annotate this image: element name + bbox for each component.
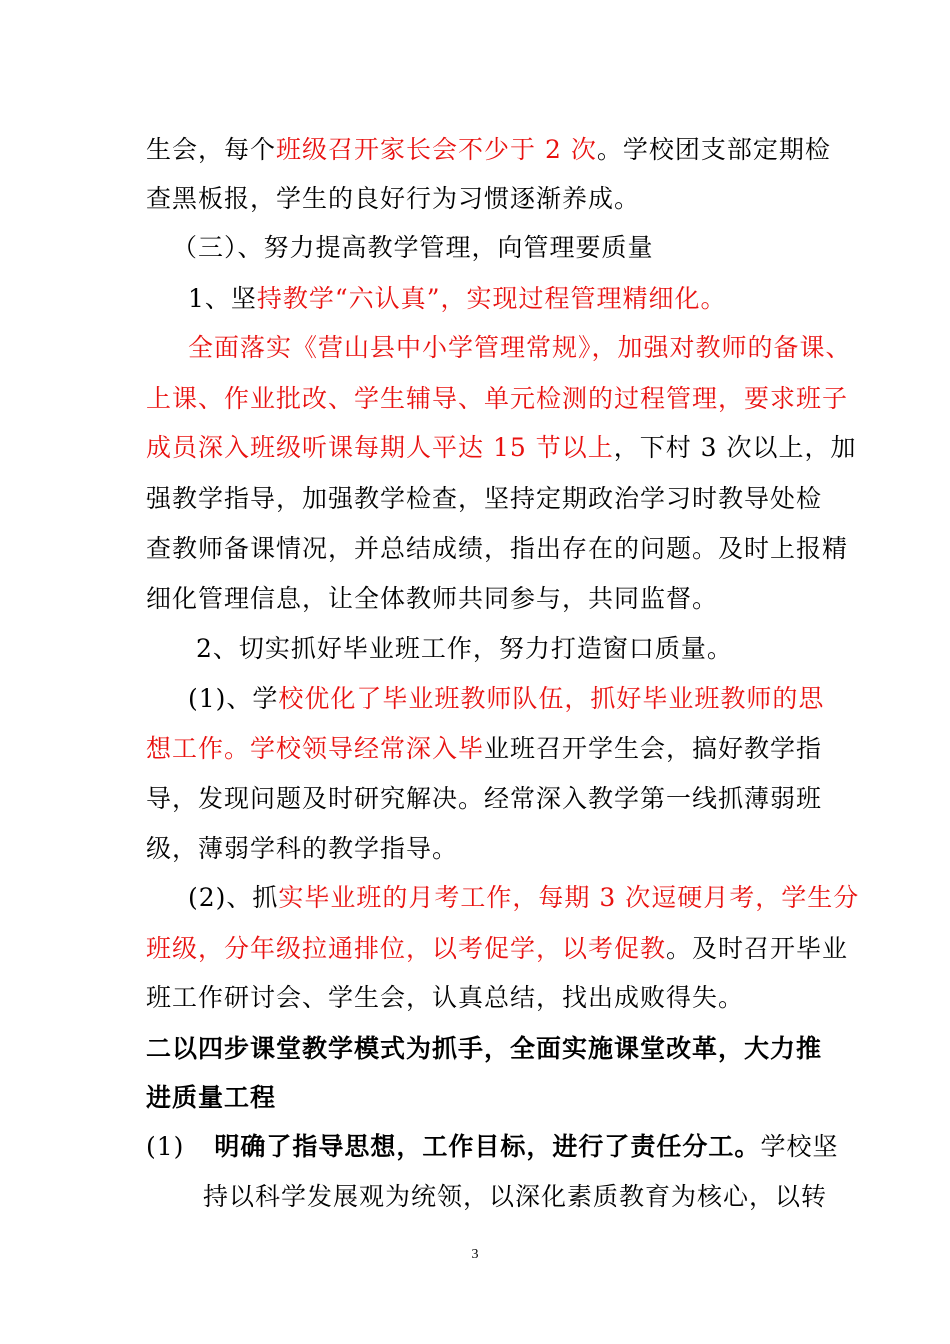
text-run: ，下村 3 次以上，加 xyxy=(613,433,857,462)
section-heading xyxy=(172,232,654,264)
highlighted-text-run: 班级召开家长会不少于 2 次 xyxy=(276,135,597,164)
subsection-heading xyxy=(188,283,726,315)
text-run: 生会，每个 xyxy=(146,135,277,164)
text-run: 。及时召开毕业 xyxy=(666,934,849,963)
text-run: 查教师备课情况，并总结成绩，指出存在的问题。及时上报精 xyxy=(146,534,849,563)
highlighted-text-run: 持教学“六认真”，实现过程管理精细化。 xyxy=(256,284,727,313)
text-run: 查黑板报，学生的良好行为习惯逐渐养成。 xyxy=(146,184,641,213)
text-line xyxy=(146,483,822,515)
text-line xyxy=(146,982,744,1014)
section-heading xyxy=(146,1082,276,1114)
text-run: (2)、抓 xyxy=(188,883,279,912)
highlighted-text-run: 校优化了毕业班教师队伍，抓好毕业班教师的思 xyxy=(278,684,825,713)
text-run: 2、切实抓好毕业班工作，努力打造窗口质量。 xyxy=(196,634,733,663)
text-line xyxy=(203,1181,827,1213)
text-line xyxy=(146,583,718,615)
highlighted-text-run: 上课、作业批改、学生辅导、单元检测的过程管理，要求班子 xyxy=(146,384,849,413)
text-line xyxy=(146,833,458,865)
text-run: 级，薄弱学科的教学指导。 xyxy=(146,834,459,863)
highlighted-text-run: 班级，分年级拉通排位，以考促学，以考促教 xyxy=(146,934,667,963)
text-run: 持以科学发展观为统领，以深化素质教育为核心，以转 xyxy=(203,1182,828,1211)
highlighted-text-run: 全面落实《营山县中小学管理常规》，加强对教师的备课、 xyxy=(188,333,852,362)
bold-text-run: 明确了指导思想，工作目标，进行了责任分工。 xyxy=(214,1132,761,1161)
text-line xyxy=(146,383,848,415)
text-line xyxy=(146,783,822,815)
list-item xyxy=(146,1131,838,1163)
section-heading xyxy=(146,1033,822,1065)
text-run: 。学校团支部定期检 xyxy=(596,135,831,164)
highlighted-text-run: 成员深入班级听课每期人平达 15 节以上 xyxy=(146,433,614,462)
subsection-heading xyxy=(196,633,733,665)
text-run: 班工作研讨会、学生会，认真总结，找出成败得失。 xyxy=(146,983,745,1012)
text-run: 1、坚 xyxy=(188,284,257,313)
highlighted-text-run: 实毕业班的月考工作，每期 3 次逗硬月考，学生分 xyxy=(278,883,860,912)
text-run: 强教学指导，加强教学检查，坚持定期政治学习时教导处检 xyxy=(146,484,823,513)
text-run: 进质量工程 xyxy=(146,1083,277,1112)
highlighted-text-run: 想工作。学校领导经常深入毕 xyxy=(146,734,485,763)
text-line xyxy=(146,733,822,765)
text-line xyxy=(146,933,848,965)
text-run: （三）、努力提高教学管理，向管理要质量 xyxy=(172,233,654,262)
text-line xyxy=(188,683,824,715)
text-run: 导，发现问题及时研究解决。经常深入教学第一线抓薄弱班 xyxy=(146,784,823,813)
text-run: 学校坚 xyxy=(760,1132,839,1161)
text-line xyxy=(188,882,859,914)
text-line xyxy=(146,533,848,565)
text-run: (1)、学 xyxy=(188,684,279,713)
text-run: 细化管理信息，让全体教师共同参与，共同监督。 xyxy=(146,584,719,613)
text-line xyxy=(188,332,852,364)
text-line xyxy=(146,432,857,464)
list-marker: (1) xyxy=(146,1132,185,1161)
page-number: 3 xyxy=(471,1247,479,1262)
text-run: 业班召开学生会，搞好教学指 xyxy=(484,734,823,763)
text-line xyxy=(146,183,640,215)
text-run: 二以四步课堂教学模式为抓手，全面实施课堂改革，大力推 xyxy=(146,1034,823,1063)
text-line xyxy=(146,134,831,166)
